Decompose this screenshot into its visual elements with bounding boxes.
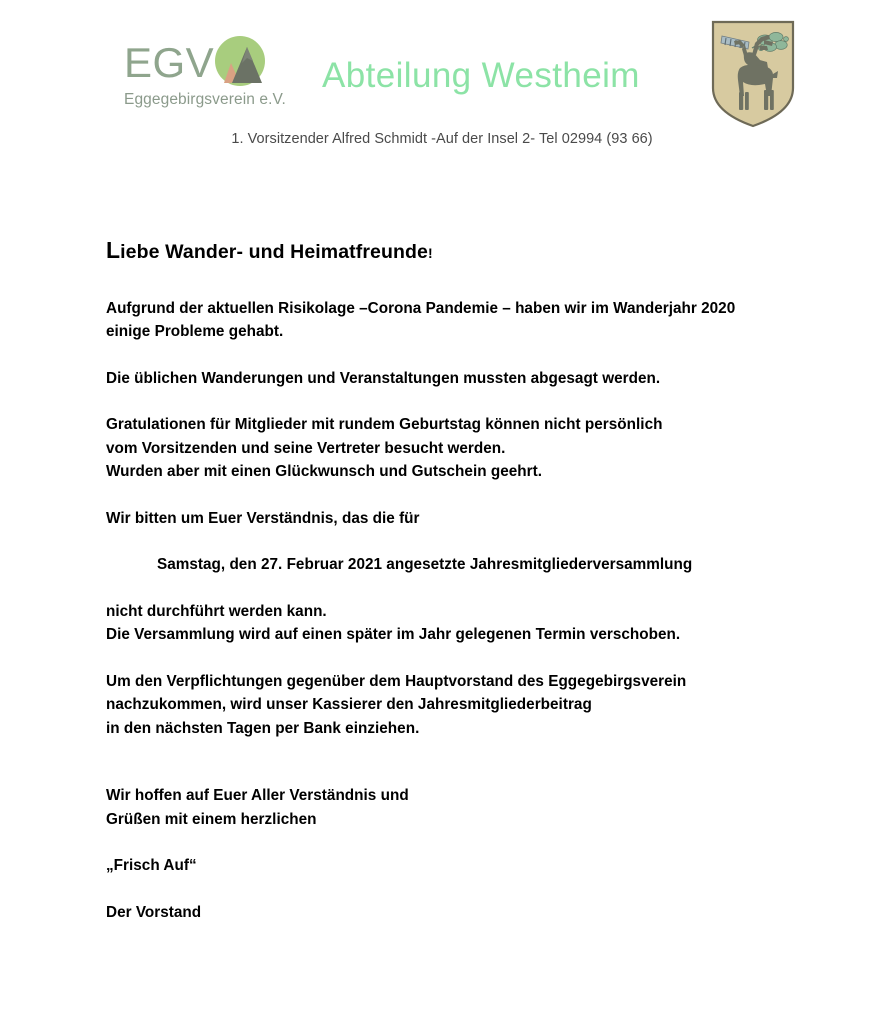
paragraph-line: Gratulationen für Mitglieder mit rundem Geburtstag können nicht persönlich — [106, 416, 663, 434]
paragraph-line: Grüßen mit einem herzlichen — [106, 810, 317, 828]
spacer — [106, 484, 806, 507]
paragraph-line: Um den Verpflichtungen gegenüber dem Hauptvorstand des Eggegebirgsverein — [106, 672, 687, 690]
paragraph-cancelled-hikes — [106, 367, 806, 391]
signature-line: Der Vorstand — [106, 903, 202, 921]
paragraph-line: Wurden aber mit einen Glückwunsch und Gutschein geehrt. — [106, 463, 542, 481]
paragraph-line: Wir hoffen auf Euer Aller Verständnis und — [106, 787, 409, 805]
paragraph-membership-fee — [106, 670, 806, 741]
paragraph-motto — [106, 854, 806, 878]
paragraph-line: Die üblichen Wanderungen und Veranstaltungen mussten abgesagt werden. — [106, 369, 661, 387]
egv-logo — [124, 36, 294, 114]
salutation-dropcap: L — [106, 237, 121, 263]
contact-line: 1. Vorsitzender Alfred Schmidt -Auf der Insel 2- Tel 02994 (93 66) — [231, 131, 653, 147]
meeting-date-line: Samstag, den 27. Februar 2021 angesetzte Jahresmitgliederversammlung — [157, 556, 693, 574]
paragraph-line: Wir bitten um Euer Verständnis, das die für — [106, 509, 420, 527]
spacer — [106, 344, 806, 367]
letter-body — [106, 236, 806, 924]
spacer — [106, 831, 806, 854]
paragraph-meeting-date — [106, 553, 806, 577]
spacer — [106, 878, 806, 901]
paragraph-postponed — [106, 600, 806, 647]
spacer — [106, 577, 806, 600]
spacer — [106, 647, 806, 670]
motto-line: „Frisch Auf“ — [106, 857, 197, 875]
spacer — [106, 265, 806, 297]
letterhead — [0, 0, 884, 170]
department-title: Abteilung Westheim — [322, 56, 640, 95]
paragraph-line: nachzukommen, wird unser Kassierer den Jahresmitgliederbeitrag — [106, 696, 592, 714]
spacer — [106, 530, 806, 553]
paragraph-line: nicht durchführt werden kann. — [106, 602, 327, 620]
paragraph-understanding-request — [106, 507, 806, 531]
logo-wordmark-row — [124, 36, 294, 90]
paragraph-line: in den nächsten Tagen per Bank einziehen. — [106, 719, 420, 737]
paragraph-closing-hope — [106, 784, 806, 831]
egv-logo-subtitle: Eggegebirgsverein e.V. — [124, 91, 286, 108]
paragraph-birthday-congratulations — [106, 413, 806, 484]
spacer — [106, 740, 806, 784]
salutation-text: iebe Wander- und Heimatfreunde — [120, 241, 428, 263]
paragraph-line: Aufgrund der aktuellen Risikolage –Corona Pandemie – haben wir im Wanderjahr 2020 — [106, 299, 736, 317]
egv-wordmark: EGV — [124, 39, 215, 86]
salutation-punctuation: ! — [427, 245, 433, 261]
paragraph-line: vom Vorsitzenden und seine Vertreter besucht werden. — [106, 439, 506, 457]
spacer — [106, 390, 806, 413]
paragraph-line: einige Probleme gehabt. — [106, 323, 284, 341]
stag-shield-crest-icon — [707, 18, 799, 130]
salutation — [106, 236, 806, 265]
paragraph-intro — [106, 297, 806, 344]
paragraph-signature — [106, 901, 806, 925]
paragraph-line: Die Versammlung wird auf einen später im Jahr gelegenen Termin verschoben. — [106, 626, 681, 644]
mountain-circle-icon — [212, 35, 268, 91]
